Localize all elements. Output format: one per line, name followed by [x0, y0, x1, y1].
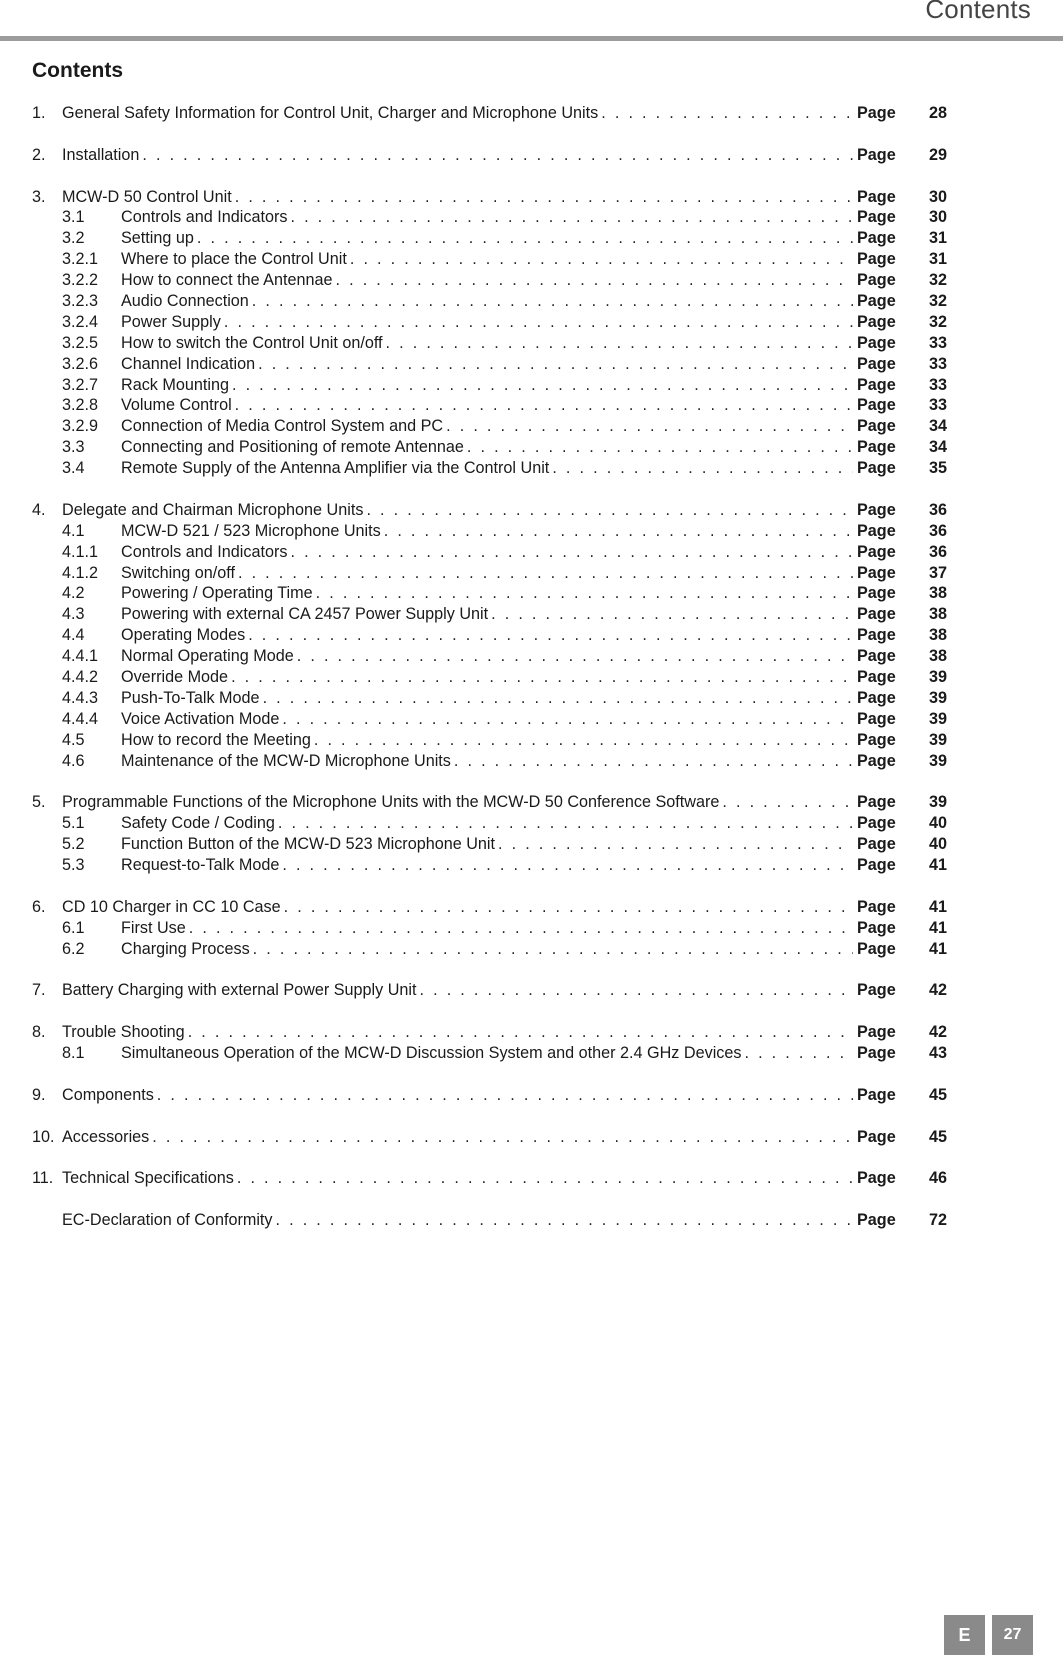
page-label: Page	[857, 584, 896, 603]
toc-entry-page-number: 35	[928, 459, 947, 478]
toc-entry-number: 3.3	[62, 438, 85, 457]
dot-leader	[420, 981, 854, 1000]
toc-entry-number: 4.5	[62, 730, 85, 749]
toc-entry-title: EC-Declaration of Conformity	[62, 1211, 273, 1230]
table-of-contents	[32, 104, 947, 1232]
toc-entry[interactable]	[32, 501, 947, 522]
toc-entry-page-number: 36	[928, 542, 947, 561]
dot-leader	[366, 501, 853, 520]
toc-entry-number: 8.	[32, 1023, 46, 1042]
toc-entry-page-number: 37	[928, 563, 947, 582]
page-label: Page	[857, 626, 896, 645]
dot-leader	[224, 313, 853, 332]
dot-leader	[350, 250, 853, 269]
page-label: Page	[857, 438, 896, 457]
toc-entry-number: 5.3	[62, 856, 85, 875]
toc-entry-title: Safety Code / Coding	[121, 814, 275, 833]
toc-entry-number: 4.4.2	[62, 668, 99, 687]
page-label: Page	[857, 500, 896, 519]
dot-leader	[142, 146, 853, 165]
toc-entry-number: 6.	[32, 897, 46, 916]
toc-entry[interactable]	[32, 250, 947, 271]
toc-entry-number: 4.6	[62, 751, 85, 770]
dot-leader	[467, 438, 853, 457]
toc-entry-number: 5.2	[62, 835, 85, 854]
toc-entry-title: Delegate and Chairman Microphone Units	[62, 500, 364, 519]
toc-entry-title: Setting up	[121, 229, 194, 248]
dot-leader	[290, 208, 853, 227]
toc-entry-number: 10.	[32, 1127, 55, 1146]
dot-leader	[235, 188, 853, 207]
toc-entry-page-number: 38	[928, 647, 947, 666]
toc-entry-page-number: 39	[928, 688, 947, 707]
toc-entry-number: 5.	[32, 793, 46, 812]
page-label: Page	[857, 1085, 896, 1104]
language-tab: E	[944, 1615, 985, 1655]
toc-entry[interactable]	[32, 1086, 947, 1107]
toc-entry[interactable]	[32, 188, 947, 209]
toc-entry-number: 3.2.9	[62, 417, 99, 436]
toc-entry-number: 6.1	[62, 918, 85, 937]
toc-entry[interactable]	[32, 605, 947, 626]
toc-entry[interactable]	[32, 543, 947, 564]
toc-entry-title: Where to place the Control Unit	[121, 250, 347, 269]
toc-entry-page-number: 28	[928, 104, 947, 122]
page-label: Page	[857, 312, 896, 331]
toc-entry[interactable]	[32, 626, 947, 647]
toc-entry[interactable]	[32, 793, 947, 814]
toc-entry-page-number: 45	[928, 1127, 947, 1146]
toc-entry-page-number: 32	[928, 292, 947, 311]
toc-entry-number: 4.2	[62, 584, 85, 603]
toc-entry-title: Controls and Indicators	[121, 542, 288, 561]
toc-entry-title: Remote Supply of the Antenna Amplifier via the Control Unit	[121, 459, 550, 478]
page-label: Page	[857, 417, 896, 436]
page-label: Page	[857, 521, 896, 540]
toc-entry-title: Connection of Media Control System and PC	[121, 417, 444, 436]
toc-entry[interactable]	[32, 417, 947, 438]
toc-entry[interactable]	[32, 1128, 947, 1149]
toc-entry-page-number: 42	[928, 1023, 947, 1042]
dot-leader	[336, 271, 854, 290]
toc-entry-number: 3.2.8	[62, 396, 99, 415]
toc-entry-title: Connecting and Positioning of remote Antennae	[121, 438, 464, 457]
toc-entry[interactable]	[32, 1169, 947, 1190]
toc-entry-page-number: 38	[928, 605, 947, 624]
toc-entry-title: Installation	[62, 145, 140, 164]
toc-entry-number: 1.	[32, 104, 46, 122]
toc-entry[interactable]	[32, 438, 947, 459]
page-label: Page	[857, 333, 896, 352]
toc-entry-number: 2.	[32, 145, 46, 164]
toc-entry[interactable]	[32, 459, 947, 480]
toc-entry-title: Maintenance of the MCW-D Microphone Units	[121, 751, 451, 770]
toc-entry-number: 4.4.3	[62, 688, 99, 707]
toc-entry-number: 3.2.2	[62, 271, 99, 290]
toc-entry-title: Push-To-Talk Mode	[121, 688, 260, 707]
toc-entry-number: 3.	[32, 187, 46, 206]
toc-entry-number: 4.1	[62, 521, 85, 540]
toc-entry-number: 3.2.1	[62, 250, 99, 269]
dot-leader	[282, 856, 853, 875]
toc-entry-page-number: 38	[928, 584, 947, 603]
page-label: Page	[857, 730, 896, 749]
dot-leader	[386, 334, 853, 353]
dot-leader	[253, 940, 853, 959]
toc-entry-number: 3.2.7	[62, 375, 99, 394]
toc-entry-page-number: 39	[928, 793, 947, 812]
toc-entry-page-number: 30	[928, 187, 947, 206]
toc-entry-title: How to connect the Antennae	[121, 271, 333, 290]
page-label: Page	[857, 688, 896, 707]
toc-entry-number: 3.2	[62, 229, 85, 248]
toc-entry-number: 3.2.5	[62, 333, 99, 352]
page-label: Page	[857, 793, 896, 812]
page-label: Page	[857, 751, 896, 770]
page-label: Page	[857, 605, 896, 624]
toc-entry-page-number: 42	[928, 981, 947, 1000]
dot-leader	[197, 229, 853, 248]
dot-leader	[232, 376, 853, 395]
toc-entry-page-number: 34	[928, 417, 947, 436]
dot-leader	[258, 355, 853, 374]
dot-leader	[189, 919, 853, 938]
toc-entry[interactable]	[32, 104, 947, 125]
dot-leader	[188, 1023, 853, 1042]
toc-entry[interactable]	[32, 710, 947, 731]
toc-entry[interactable]	[32, 376, 947, 397]
toc-entry-number: 4.4.1	[62, 647, 99, 666]
page-label: Page	[857, 918, 896, 937]
toc-entry-page-number: 36	[928, 521, 947, 540]
toc-entry-page-number: 39	[928, 668, 947, 687]
page-label: Page	[857, 187, 896, 206]
toc-entry[interactable]	[32, 752, 947, 773]
dot-leader	[282, 710, 853, 729]
toc-entry-title: Override Mode	[121, 668, 229, 687]
dot-leader	[601, 104, 853, 123]
toc-entry[interactable]	[32, 981, 947, 1002]
page-label: Page	[857, 814, 896, 833]
toc-entry-page-number: 31	[928, 229, 947, 248]
dot-leader	[316, 584, 853, 603]
toc-entry-title: Rack Mounting	[121, 375, 229, 394]
dot-leader	[157, 1086, 853, 1105]
toc-entry-title: First Use	[121, 918, 186, 937]
toc-entry-title: How to switch the Control Unit on/off	[121, 333, 383, 352]
toc-entry-page-number: 33	[928, 354, 947, 373]
dot-leader	[297, 647, 853, 666]
dot-leader	[552, 459, 853, 478]
toc-entry-number: 6.2	[62, 939, 85, 958]
toc-entry-number: 11.	[32, 1169, 54, 1188]
toc-entry[interactable]	[32, 647, 947, 668]
toc-entry-number: 3.2.6	[62, 354, 99, 373]
toc-entry[interactable]	[32, 835, 947, 856]
dot-leader	[498, 835, 853, 854]
toc-entry-page-number: 32	[928, 312, 947, 331]
page-label: Page	[857, 250, 896, 269]
dot-leader	[248, 626, 853, 645]
header-rule	[0, 36, 1063, 41]
toc-entry-title: Channel Indication	[121, 354, 256, 373]
page-label: Page	[857, 1127, 896, 1146]
page-label: Page	[857, 145, 896, 164]
toc-entry[interactable]	[32, 689, 947, 710]
toc-entry-page-number: 41	[928, 897, 947, 916]
page-label: Page	[857, 939, 896, 958]
toc-entry[interactable]	[32, 208, 947, 229]
dot-leader	[276, 1211, 853, 1230]
page-label: Page	[857, 835, 896, 854]
toc-entry[interactable]	[32, 668, 947, 689]
toc-entry-number: 4.	[32, 500, 46, 519]
toc-entry[interactable]	[32, 919, 947, 940]
toc-entry-page-number: 41	[928, 939, 947, 958]
toc-entry-page-number: 33	[928, 333, 947, 352]
toc-entry-number: 4.3	[62, 605, 85, 624]
dot-leader	[152, 1128, 853, 1147]
page-number: 27	[992, 1615, 1033, 1655]
page-label: Page	[857, 1169, 896, 1188]
page-label: Page	[857, 396, 896, 415]
toc-entry-page-number: 30	[928, 208, 947, 227]
toc-entry-page-number: 36	[928, 500, 947, 519]
toc-entry-title: Trouble Shooting	[62, 1023, 185, 1042]
page-label: Page	[857, 981, 896, 1000]
toc-entry-title: Power Supply	[121, 312, 221, 331]
toc-entry-title: Function Button of the MCW-D 523 Microphone Unit	[121, 835, 495, 854]
dot-leader	[314, 731, 853, 750]
toc-entry-title: Simultaneous Operation of the MCW-D Discussion System and other 2.4 GHz Devices	[121, 1044, 742, 1063]
toc-entry-page-number: 40	[928, 814, 947, 833]
toc-entry[interactable]	[32, 229, 947, 250]
toc-entry-number: 3.2.3	[62, 292, 99, 311]
page-label: Page	[857, 375, 896, 394]
toc-entry[interactable]	[32, 856, 947, 877]
toc-entry-number: 4.4.4	[62, 709, 99, 728]
running-header-title: Contents	[925, 0, 1031, 24]
toc-entry-page-number: 29	[928, 145, 947, 164]
dot-leader	[491, 605, 853, 624]
dot-leader	[235, 396, 853, 415]
toc-entry-title: Battery Charging with external Power Supply Unit	[62, 981, 417, 1000]
page-label: Page	[857, 229, 896, 248]
dot-leader	[263, 689, 853, 708]
toc-entry-number: 5.1	[62, 814, 85, 833]
toc-entry-title: Powering with external CA 2457 Power Supply Unit	[121, 605, 489, 624]
dot-leader	[722, 793, 853, 812]
toc-entry-title: How to record the Meeting	[121, 730, 311, 749]
page-label: Page	[857, 668, 896, 687]
page-label: Page	[857, 104, 896, 122]
toc-entry-page-number: 39	[928, 709, 947, 728]
dot-leader	[237, 1169, 853, 1188]
toc-entry-title: Operating Modes	[121, 626, 246, 645]
toc-entry-page-number: 31	[928, 250, 947, 269]
toc-entry-page-number: 34	[928, 438, 947, 457]
page-label: Page	[857, 897, 896, 916]
toc-entry-title: Controls and Indicators	[121, 208, 288, 227]
page-label: Page	[857, 1044, 896, 1063]
toc-entry-page-number: 41	[928, 918, 947, 937]
toc-entry-title: MCW-D 50 Control Unit	[62, 187, 232, 206]
toc-entry-number: 7.	[32, 981, 46, 1000]
page-label: Page	[857, 354, 896, 373]
toc-entry[interactable]	[32, 1211, 947, 1232]
page-label: Page	[857, 709, 896, 728]
toc-entry-title: Technical Specifications	[62, 1169, 234, 1188]
toc-entry-number: 8.1	[62, 1044, 85, 1063]
toc-entry-page-number: 40	[928, 835, 947, 854]
toc-heading: Contents	[32, 59, 123, 82]
dot-leader	[384, 522, 853, 541]
toc-entry-title: MCW-D 521 / 523 Microphone Units	[121, 521, 381, 540]
toc-entry[interactable]	[32, 1044, 947, 1065]
toc-entry[interactable]	[32, 271, 947, 292]
toc-entry-page-number: 39	[928, 730, 947, 749]
toc-entry-number: 3.4	[62, 459, 85, 478]
page-label: Page	[857, 563, 896, 582]
toc-entry-page-number: 32	[928, 271, 947, 290]
page-label: Page	[857, 856, 896, 875]
toc-entry[interactable]	[32, 396, 947, 417]
dot-leader	[252, 292, 853, 311]
toc-entry-number: 4.4	[62, 626, 85, 645]
toc-entry-page-number: 41	[928, 856, 947, 875]
toc-entry-title: Voice Activation Mode	[121, 709, 280, 728]
page-label: Page	[857, 542, 896, 561]
toc-entry-title: Charging Process	[121, 939, 250, 958]
toc-entry-page-number: 33	[928, 396, 947, 415]
toc-entry[interactable]	[32, 940, 947, 961]
toc-entry[interactable]	[32, 898, 947, 919]
page-label: Page	[857, 208, 896, 227]
toc-entry-page-number: 39	[928, 751, 947, 770]
toc-entry-title: Programmable Functions of the Microphone Units with the MCW-D 50 Conference Software	[62, 793, 720, 812]
toc-entry-page-number: 38	[928, 626, 947, 645]
page-label: Page	[857, 1211, 896, 1230]
dot-leader	[238, 564, 853, 583]
dot-leader	[278, 814, 853, 833]
toc-entry[interactable]	[32, 1023, 947, 1044]
toc-entry-title: Components	[62, 1085, 154, 1104]
page-label: Page	[857, 292, 896, 311]
toc-entry-title: Switching on/off	[121, 563, 235, 582]
toc-entry-title: Accessories	[62, 1127, 150, 1146]
toc-entry[interactable]	[32, 564, 947, 585]
page-label: Page	[857, 271, 896, 290]
dot-leader	[454, 752, 853, 771]
toc-entry[interactable]	[32, 584, 947, 605]
toc-entry-title: Volume Control	[121, 396, 232, 415]
toc-entry-title: Audio Connection	[121, 292, 249, 311]
toc-entry-page-number: 72	[928, 1211, 947, 1230]
toc-entry-title: Powering / Operating Time	[121, 584, 313, 603]
dot-leader	[446, 417, 853, 436]
toc-entry-page-number: 46	[928, 1169, 947, 1188]
toc-entry-number: 4.1.1	[62, 542, 99, 561]
toc-entry-title: Normal Operating Mode	[121, 647, 294, 666]
toc-entry-number: 9.	[32, 1085, 46, 1104]
toc-entry[interactable]	[32, 334, 947, 355]
toc-entry[interactable]	[32, 313, 947, 334]
toc-entry-number: 3.1	[62, 208, 85, 227]
toc-entry-page-number: 43	[928, 1044, 947, 1063]
dot-leader	[284, 898, 853, 917]
toc-entry-title: General Safety Information for Control Unit, Charger and Microphone Units	[62, 104, 599, 122]
page-label: Page	[857, 459, 896, 478]
toc-entry[interactable]	[32, 522, 947, 543]
page-label: Page	[857, 647, 896, 666]
toc-entry[interactable]	[32, 146, 947, 167]
toc-entry-page-number: 33	[928, 375, 947, 394]
dot-leader	[744, 1044, 853, 1063]
dot-leader	[231, 668, 853, 687]
toc-entry-title: Request-to-Talk Mode	[121, 856, 280, 875]
toc-entry[interactable]	[32, 355, 947, 376]
toc-entry-number: 4.1.2	[62, 563, 99, 582]
toc-entry-page-number: 45	[928, 1085, 947, 1104]
page-label: Page	[857, 1023, 896, 1042]
toc-entry[interactable]	[32, 292, 947, 313]
toc-entry[interactable]	[32, 814, 947, 835]
toc-entry-title: CD 10 Charger in CC 10 Case	[62, 897, 281, 916]
dot-leader	[290, 543, 853, 562]
toc-entry-number: 3.2.4	[62, 312, 99, 331]
toc-entry[interactable]	[32, 731, 947, 752]
